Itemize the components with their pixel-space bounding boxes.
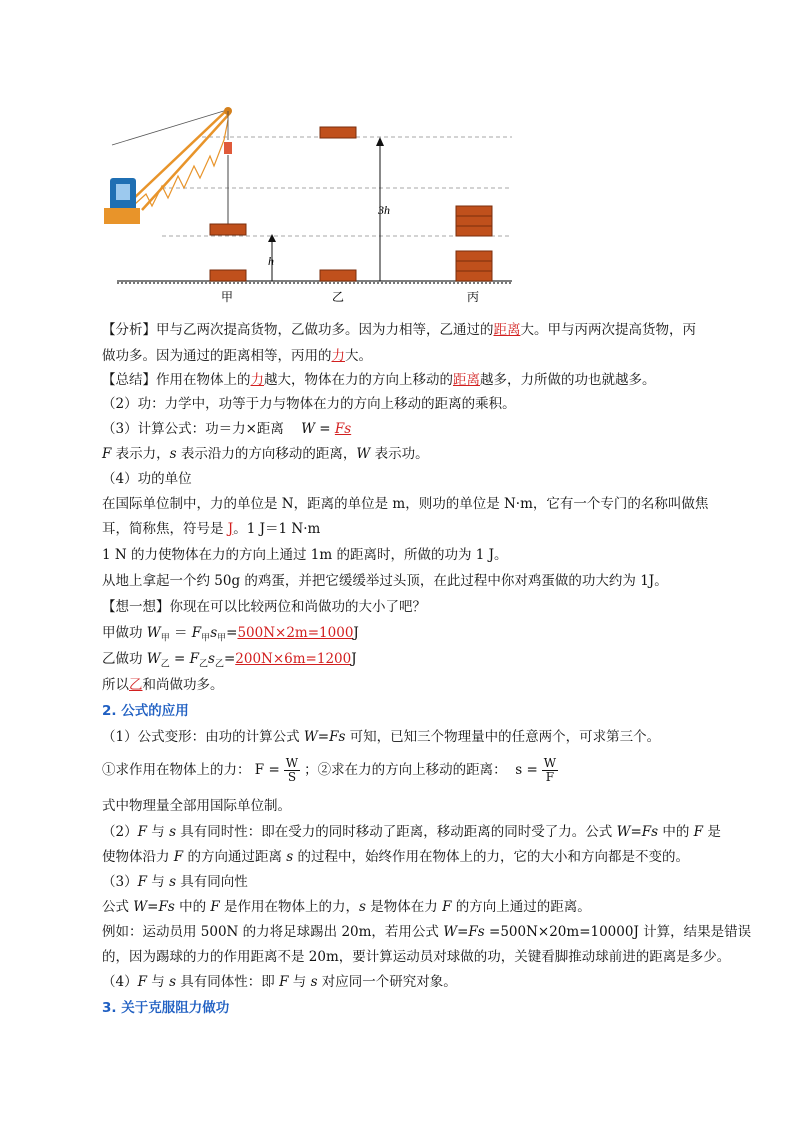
crane-boom — [132, 110, 230, 210]
label-yi: 乙 — [332, 290, 345, 304]
same-direction-title: （3）F 与 s 具有同向性 — [102, 874, 248, 890]
box-stack-bing-ground — [456, 251, 492, 281]
unit-title: （4）功的单位 — [102, 471, 192, 487]
analysis-line-2: 做功多。因为通过的距离相等，丙用的力大。 — [102, 348, 372, 364]
box-jia-raised — [210, 224, 246, 235]
fraction-w-over-f: $\frac{W}{F}$ — [543, 756, 557, 784]
one-joule-line: 1 N 的力使物体在力的方向上通过 1m 的距离时，所做的功为 1 J。 — [102, 547, 508, 563]
fraction-w-over-s: $\frac{W}{S}$ — [285, 756, 299, 784]
box-stack-bing-raised — [456, 206, 492, 236]
formula-line: （3）计算公式：功＝力×距离 W = Fs — [102, 421, 352, 437]
symbols-line: F 表示力，s 表示沿力的方向移动的距离，W 表示功。 — [102, 446, 429, 462]
solve-line: ①求作用在物体上的力： F = $\frac{W}{S}$ ；②求在力的方向上移动的距离： s = $\frac{W}{F}$ — [102, 756, 557, 784]
example-line-2: 的，因为踢球的力的作用距离不是 20m，要计算运动员对球做的功，关键看脚推动球前进的距离是多少。 — [102, 949, 731, 965]
box-jia-ground — [210, 270, 246, 281]
example-line-1: 例如：运动员用 500N 的力将足球踢出 20m，若用公式 W=Fs =500N×20m=10000J 计算，结果是错误 — [102, 924, 752, 940]
hook-block — [224, 142, 232, 154]
unit-line-1: 在国际单位制中，力的单位是 N，距离的单位是 m，则功的单位是 N·m，它有一个专门的名称叫做焦 — [102, 496, 709, 512]
arrow-h-head — [268, 234, 276, 242]
conclusion-line: 所以乙和尚做功多。 — [102, 677, 224, 693]
crane-diagram — [102, 100, 522, 310]
label-bing: 丙 — [467, 290, 480, 304]
simultaneity-line-2: 使物体沿力 F 的方向通过距离 s 的过程中，始终作用在物体上的力，它的大小和方向都是不变的。 — [102, 849, 689, 865]
si-line: 式中物理量全部用国际单位制。 — [102, 798, 291, 814]
yi-work-line: 乙做功 $W_乙 = F_乙s_乙=200N\times 6m=1200J$ — [102, 651, 357, 670]
crane-cab — [104, 178, 140, 224]
analysis-line-1: 【分析】甲与乙两次提高货物，乙做功多。因为力相等，乙通过的距离大。甲与丙两次提高货物，丙 — [102, 322, 696, 338]
same-direction-line: 公式 W=Fs 中的 F 是作用在物体上的力，s 是物体在力 F 的方向上通过的距离。 — [102, 899, 591, 915]
summary-line: 【总结】作用在物体上的力越大，物体在力的方向上移动的距离越多，力所做的功也就越多。 — [102, 372, 656, 388]
jia-work-line: 甲做功 $W_甲 = F_甲s_甲=500N\times 2m=1000J$ — [102, 625, 359, 644]
label-h: h — [268, 254, 274, 268]
same-object-line: （4）F 与 s 具有同体性：即 F 与 s 对应同一个研究对象。 — [102, 974, 457, 990]
arrow-3h-head — [376, 137, 384, 146]
unit-line-2: 耳，简称焦，符号是 J。1 J＝1 N·m — [102, 521, 321, 537]
simultaneity-line-1: （2）F 与 s 具有同时性：即在受力的同时移动了距离，移动距离的同时受了力。公式 W=Fs 中的 F 是 — [102, 824, 721, 840]
box-yi-ground — [320, 270, 356, 281]
section-2-title: 2. 公式的应用 — [102, 703, 189, 719]
work-definition: （2）功：力学中，功等于力与物体在力的方向上移动的距离的乘积。 — [102, 396, 516, 412]
think-line: 【想一想】你现在可以比较两位和尚做功的大小了吧？ — [102, 599, 426, 615]
label-3h: 3h — [378, 203, 390, 217]
box-yi-raised — [320, 127, 356, 138]
egg-line: 从地上拿起一个约 50g 的鸡蛋，并把它缓缓举过头顶，在此过程中你对鸡蛋做的功大约为 1J。 — [102, 573, 668, 589]
label-jia: 甲 — [221, 290, 234, 304]
section-3-title: 3. 关于克服阻力做功 — [102, 1000, 230, 1016]
transform-line: （1）公式变形：由功的计算公式 W=Fs 可知，已知三个物理量中的任意两个，可求第三个。 — [102, 729, 661, 745]
